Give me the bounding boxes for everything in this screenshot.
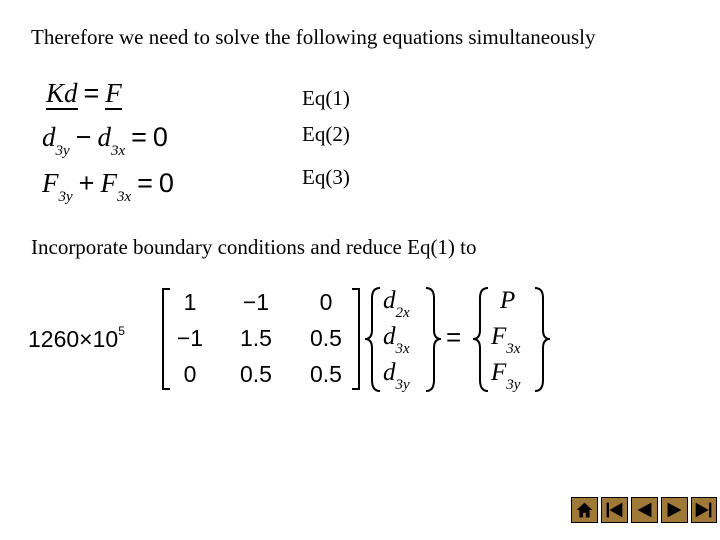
force-P [500,287,515,322]
eq2-rhs: 0 [152,122,168,152]
eq1-equals: = [83,78,100,108]
force-subscript: 3x [506,341,521,357]
unknown-subscript: 3x [395,341,410,357]
unknown-subscript: 3y [395,377,410,393]
force-F3x [491,323,520,358]
eq2-equals: = [131,122,147,152]
last-slide-button[interactable] [691,497,717,523]
eq2-d3y: d [42,122,56,152]
coefficient-base: 1260×10 [28,326,119,352]
eq1-F: F [105,78,122,108]
matrix-cell-0-2: 0 [319,289,333,315]
instruction-text: Incorporate boundary conditions and reduce Eq(1) to [31,235,477,259]
eq2-d3x: d [97,122,111,152]
eq-label-3: Eq(3) [302,165,350,189]
eq1-K: K [46,78,65,108]
force-left-brace [473,288,488,391]
force-symbol: F [491,323,507,350]
next-slide-button[interactable] [661,497,688,523]
eq3-equals: = [137,168,153,198]
matrix-cell-0-0: 1 [183,289,197,315]
first-slide-icon [602,498,627,522]
force-subscript: 3y [506,377,521,393]
matrix-cell-1-2: 0.5 [310,325,342,351]
eq3-F3x-sub: 3x [116,189,132,205]
eq3-F3y-sub: 3y [58,189,73,205]
eq3-F3x: F [100,168,117,198]
eq-label-2: Eq(2) [302,122,350,146]
unknown-d3y [383,359,410,394]
coefficient-exponent: 5 [118,324,125,338]
eq3-rhs: 0 [158,168,174,198]
force-symbol: P [500,287,516,314]
previous-slide-icon [632,498,657,522]
unknown-symbol: d [383,323,396,350]
eq2-minus: − [75,122,92,152]
matrix-cell-2-0: 0 [183,361,197,387]
force-symbol: F [491,359,507,386]
previous-slide-button[interactable] [631,497,658,523]
last-slide-icon [692,498,716,522]
eq2-d3x-sub: 3x [110,143,126,159]
matrix-cell-1-1: 1.5 [240,325,272,351]
home-button[interactable] [571,497,598,523]
unknown-left-brace [365,288,380,391]
matrix-cell-2-2: 0.5 [310,361,342,387]
eq2-d3y-sub: 3y [55,143,70,159]
unknown-symbol: d [383,359,396,386]
next-slide-icon [662,498,687,522]
force-right-brace [535,288,550,391]
unknown-symbol: d [383,287,396,314]
eq3-F3y: F [42,168,59,198]
matrix-cell-1-0: −1 [176,325,204,351]
unknown-right-brace [426,288,441,391]
force-F3y [491,359,520,394]
unknown-d3x [383,323,410,358]
eq3-plus: + [78,168,95,198]
unknown-d2x [383,287,410,322]
matrix-equals: = [446,322,462,352]
matrix-cell-0-1: −1 [242,289,270,315]
matrix-cell-2-1: 0.5 [240,361,272,387]
home-icon [572,498,597,522]
eq1-d: d [64,78,78,108]
page-title: Therefore we need to solve the following equations simultaneously [31,25,596,49]
eq-label-1: Eq(1) [302,86,350,110]
unknown-subscript: 2x [395,305,410,321]
first-slide-button[interactable] [601,497,628,523]
